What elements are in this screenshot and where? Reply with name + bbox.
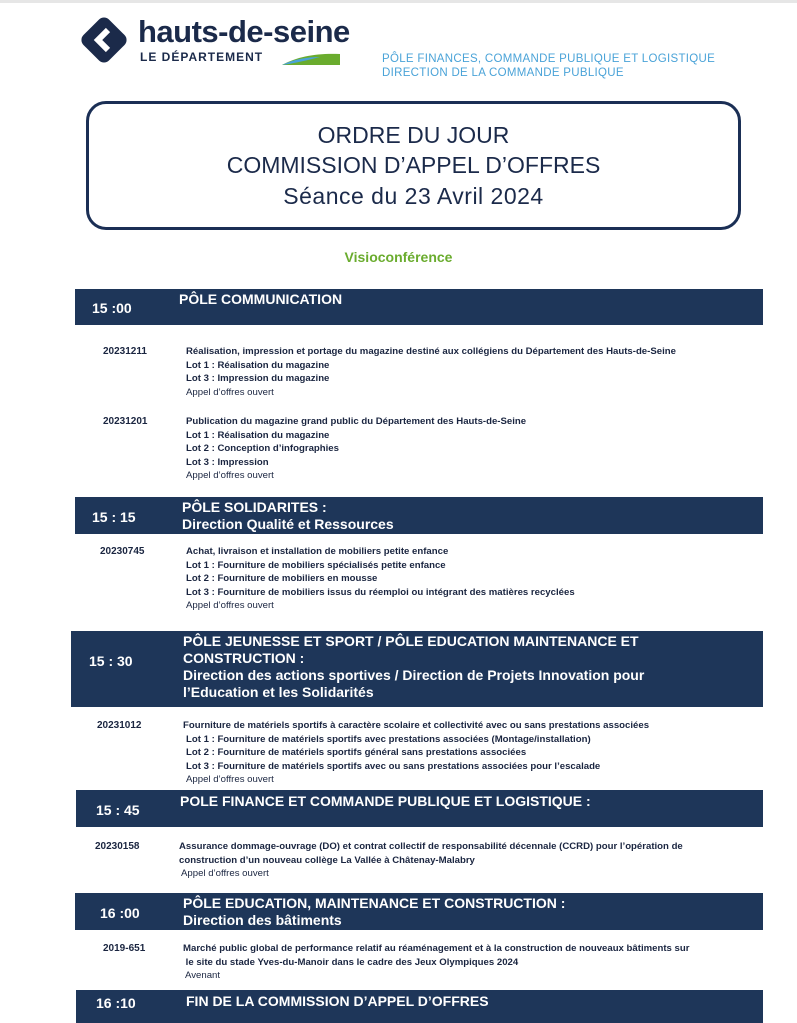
section-title-line: PÔLE JEUNESSE ET SPORT / PÔLE EDUCATION MAINTENANCE ET <box>183 633 639 649</box>
item-title: Fourniture de matériels sportifs à caractère scolaire et collectivité avec ou sans prestations associées <box>183 720 650 731</box>
section-title-line: PÔLE COMMUNICATION <box>179 291 343 307</box>
section-title <box>179 291 342 308</box>
department-line-1: PÔLE FINANCES, COMMANDE PUBLIQUE ET LOGISTIQUE <box>382 53 716 65</box>
section-time: 15 : 30 <box>89 653 133 669</box>
item-code: 20231012 <box>97 720 142 731</box>
section-title-line: Direction des actions sportives / Direction de Projets Innovation pour <box>183 667 645 683</box>
procedure: Appel d’offres ouvert <box>186 386 274 398</box>
lot: Lot 2 : Fourniture de mobiliers en mousse <box>186 573 378 585</box>
lot: Lot 1 : Fourniture de matériels sportifs avec prestations associées (Montage/installation) <box>186 733 591 745</box>
section-time: 16 :10 <box>96 995 136 1011</box>
item-title-line: le site du stade Yves-du-Manoir dans le cadre des Jeux Olympiques 2024 <box>183 956 519 968</box>
lot: Lot 3 : Impression du magazine <box>186 373 330 385</box>
item-title-line: construction d’un nouveau collège La Vallée à Châtenay-Malabry <box>179 854 475 866</box>
section-title <box>183 633 753 701</box>
item-body <box>186 415 766 483</box>
item-code: 20231211 <box>103 346 147 357</box>
item-body <box>186 345 766 399</box>
item-body <box>183 719 773 787</box>
item-body <box>179 840 769 881</box>
section-title-line: PÔLE EDUCATION, MAINTENANCE ET CONSTRUCTION : <box>183 895 566 911</box>
section-header-jeunesse-sport <box>71 631 763 707</box>
procedure: Appel d’offres ouvert <box>181 868 269 880</box>
procedure: Avenant <box>185 970 221 982</box>
lot: Lot 1 : Réalisation du magazine <box>186 359 330 371</box>
title-line-2: COMMISSION D’APPEL D’OFFRES <box>226 152 601 178</box>
section-header-education <box>75 893 763 930</box>
section-title-line: FIN DE LA COMMISSION D’APPEL D’OFFRES <box>186 993 489 1009</box>
lot: Lot 2 : Fourniture de matériels sportifs général sans prestations associées <box>186 747 527 759</box>
lot: Lot 3 : Fourniture de matériels sportifs avec ou sans prestations associées pour l’escalade <box>186 760 601 772</box>
section-title <box>183 895 565 929</box>
item-title-line: Assurance dommage-ouvrage (DO) et contrat collectif de responsabilité décennale (CCRD) pour l’opération de <box>179 841 683 852</box>
meeting-mode: Visioconférence <box>344 249 453 265</box>
lot: Lot 3 : Fourniture de mobiliers issus du réemploi ou intégrant des matières recyclées <box>186 586 575 598</box>
item-title: Publication du magazine grand public du Département des Hauts-de-Seine <box>186 416 527 427</box>
lot: Lot 1 : Fourniture de mobiliers spécialisés petite enfance <box>186 559 446 571</box>
logo-subtitle: LE DÉPARTEMENT <box>140 50 264 64</box>
item-title: Réalisation, impression et portage du magazine destiné aux collégiens du Département des Hauts-de-Seine <box>186 346 676 357</box>
lot: Lot 1 : Réalisation du magazine <box>186 429 330 441</box>
item-title-line: Marché public global de performance relatif au réaménagement et à la construction de nouveaux bâtiments sur <box>183 943 690 954</box>
section-title-line: Direction des bâtiments <box>183 912 342 928</box>
title-line-1: ORDRE DU JOUR <box>317 122 510 148</box>
procedure: Appel d’offres ouvert <box>186 600 274 612</box>
section-header-communication <box>75 289 763 325</box>
section-title-line: Direction Qualité et Ressources <box>182 516 394 532</box>
section-header-solidarites <box>75 497 763 534</box>
title-box <box>86 101 741 230</box>
logo-swoosh-icon <box>280 52 342 66</box>
item-code: 2019-651 <box>103 943 146 954</box>
section-time: 15 : 15 <box>92 509 136 525</box>
logo-diamond-icon <box>80 16 130 66</box>
section-title-line: PÔLE SOLIDARITES : <box>182 499 327 515</box>
section-time: 16 :00 <box>100 905 140 921</box>
section-title-line: POLE FINANCE ET COMMANDE PUBLIQUE ET LOGISTIQUE : <box>180 793 591 809</box>
logo-name: hauts-de-seine <box>138 14 350 49</box>
section-title <box>180 793 591 810</box>
item-code: 20231201 <box>103 416 148 427</box>
item-title: Achat, livraison et installation de mobiliers petite enfance <box>186 546 449 557</box>
lot: Lot 3 : Impression <box>186 456 269 468</box>
item-body <box>183 942 773 983</box>
section-title <box>182 499 394 533</box>
top-divider <box>0 0 797 3</box>
section-header-end <box>76 990 763 1023</box>
meeting-date: Séance du 23 Avril 2024 <box>283 183 544 209</box>
item-body <box>186 545 766 613</box>
section-header-finance <box>76 790 763 827</box>
department-line-2: DIRECTION DE LA COMMANDE PUBLIQUE <box>382 67 624 79</box>
item-code: 20230158 <box>95 841 140 852</box>
section-time: 15 :00 <box>92 300 132 316</box>
department-heading <box>382 52 715 80</box>
section-title <box>186 993 489 1010</box>
section-title-line: CONSTRUCTION : <box>183 650 305 666</box>
logo <box>80 14 350 70</box>
section-time: 15 : 45 <box>96 802 140 818</box>
procedure: Appel d’offres ouvert <box>186 774 274 786</box>
procedure: Appel d’offres ouvert <box>186 470 274 482</box>
item-code: 20230745 <box>100 546 145 557</box>
section-title-line: l’Education et les Solidarités <box>183 684 374 700</box>
lot: Lot 2 : Conception d’infographies <box>186 443 339 455</box>
